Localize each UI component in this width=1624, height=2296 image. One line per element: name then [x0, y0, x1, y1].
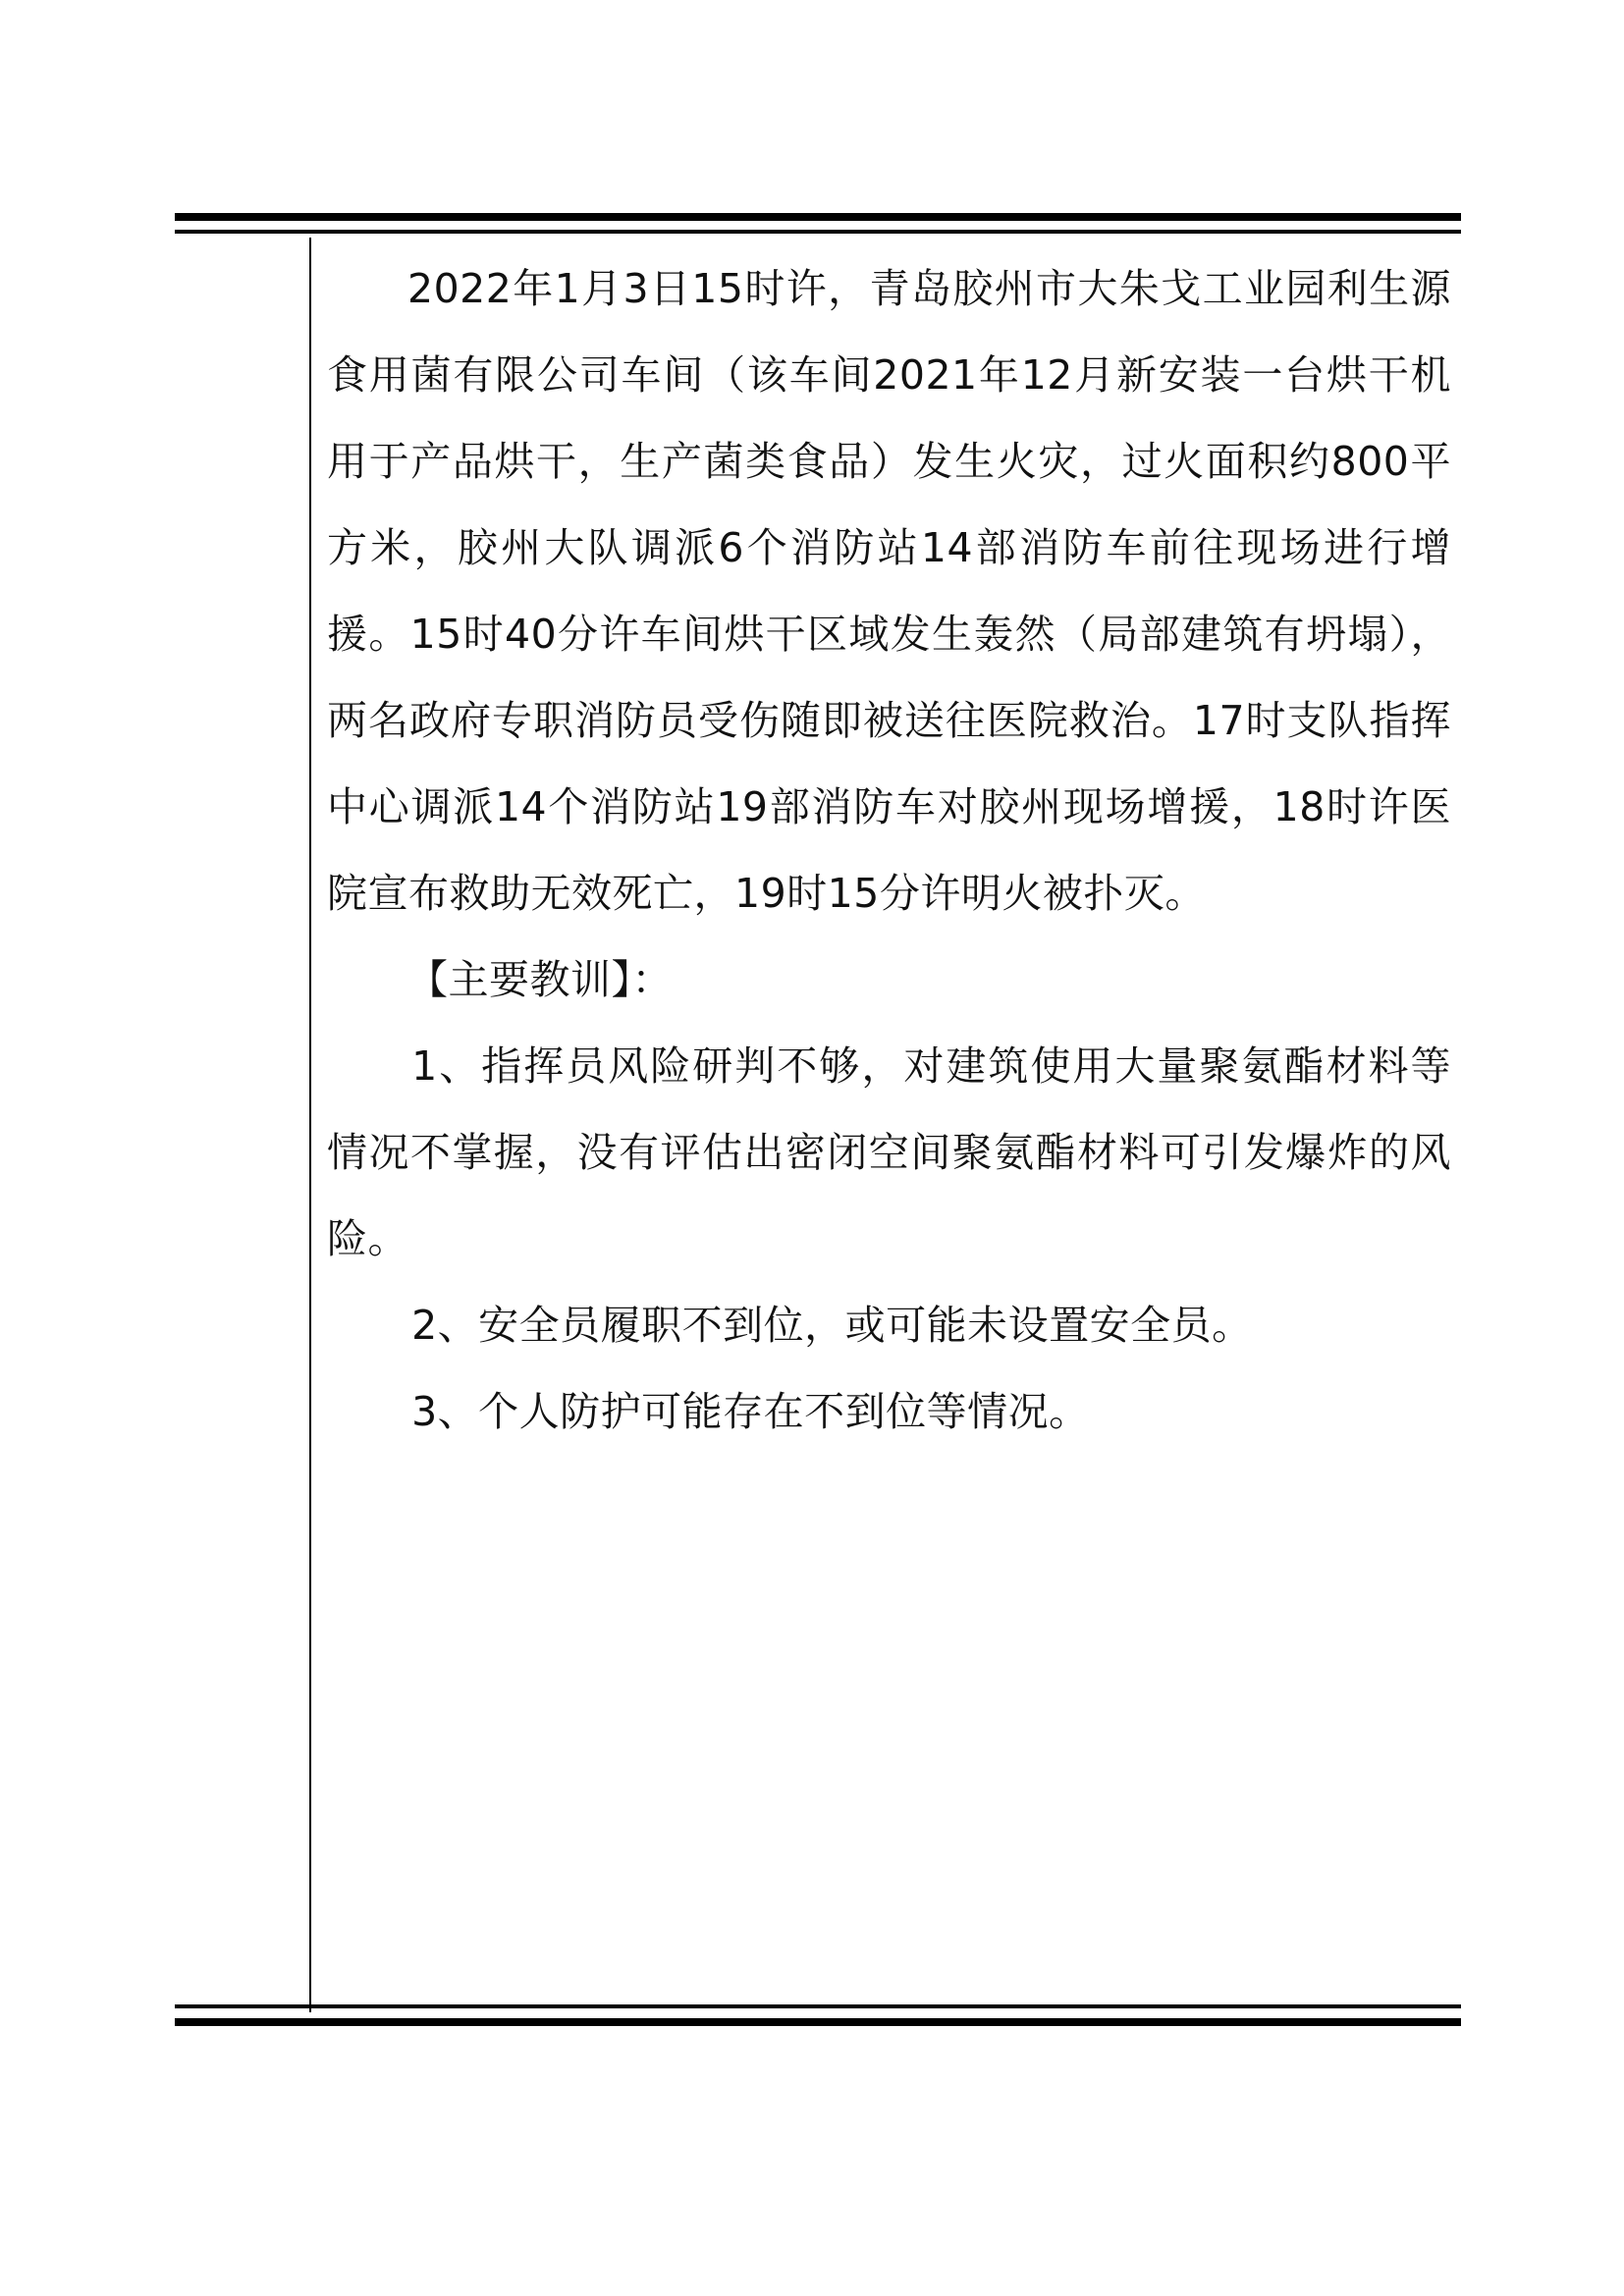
lesson-item-2: 2、安全员履职不到位，或可能未设置安全员。: [411, 1302, 1253, 1349]
lessons-heading: 【主要教训】：: [407, 956, 673, 1003]
document-body: [327, 245, 1451, 1455]
top-rule-thin: [175, 230, 1461, 234]
bottom-rule-thin: [175, 2004, 1461, 2008]
lesson-item-1: 1、指挥员风险研判不够，对建筑使用大量聚氨酯材料等情况不掌握，没有评估出密闭空间聚氨酯材料可引发爆炸的风险。: [327, 1042, 1451, 1262]
incident-narrative: 2022年1月3日15时许，青岛胶州市大朱戈工业园利生源食用菌有限公司车间（该车间2021年12月新安装一台烘干机用于产品烘干，生产菌类食品）发生火灾，过火面积约800平方米，胶州大队调派6个消防站14部消防车前往现场进行增援。15时40分许车间烘干区域发生轰然（局部建筑有坍塌），两名政府专职消防员受伤随即被送往医院救治。17时支队指挥中心调派14个消防站19部消防车对胶州现场增援，18时许医院宣布救助无效死亡，19时15分许明火被扑灭。: [327, 265, 1451, 917]
top-rule-thick: [175, 213, 1461, 221]
lesson-item-3: 3、个人防护可能存在不到位等情况。: [411, 1388, 1090, 1435]
table-left-border: [309, 238, 311, 2012]
bottom-rule-thick: [175, 2018, 1461, 2026]
